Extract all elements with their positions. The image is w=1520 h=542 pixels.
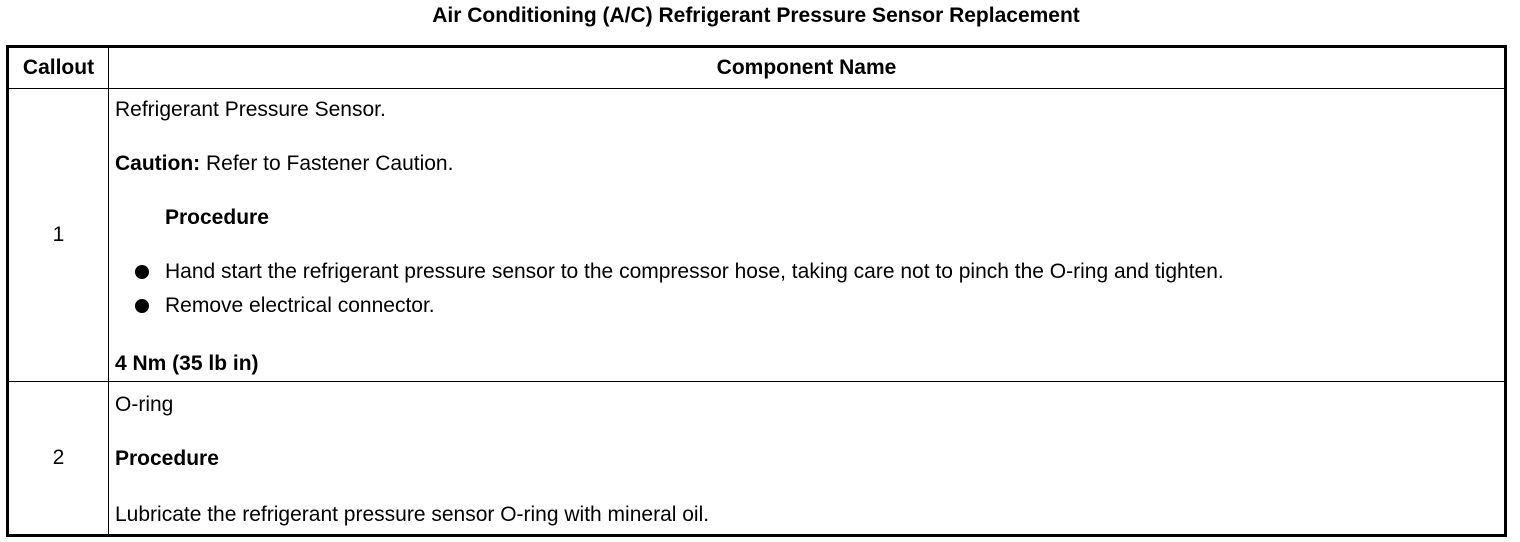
torque-spec: 4 Nm (35 lb in)	[115, 352, 259, 375]
procedure-heading: Procedure	[115, 447, 219, 470]
column-header-callout: Callout	[8, 47, 109, 89]
component-name: O-ring	[115, 393, 174, 416]
list-item	[115, 255, 1224, 289]
bullet-icon	[135, 299, 149, 313]
procedure-steps	[115, 255, 1224, 323]
procedure-heading: Procedure	[165, 206, 269, 229]
component-cell	[109, 382, 1506, 536]
callout-number: 1	[8, 89, 109, 382]
caution-text: Refer to Fastener Caution.	[200, 152, 454, 175]
step-text: Hand start the refrigerant pressure sensor to the compressor hose, taking care not to pinch the O-ring and tighten.	[165, 260, 1224, 283]
page-title: Air Conditioning (A/C) Refrigerant Pressure Sensor Replacement	[432, 4, 1080, 27]
caution-label: Caution:	[115, 152, 201, 175]
procedure-instruction: Lubricate the refrigerant pressure sensor O-ring with mineral oil.	[115, 503, 710, 526]
table-row	[8, 89, 1506, 382]
table-header-row	[8, 47, 1506, 89]
callout-number: 2	[8, 382, 109, 536]
list-item	[115, 289, 1224, 323]
column-header-component-name: Component Name	[109, 47, 1506, 89]
component-cell	[109, 89, 1506, 382]
step-text: Remove electrical connector.	[165, 294, 435, 317]
component-name: Refrigerant Pressure Sensor.	[115, 98, 386, 121]
bullet-icon	[135, 265, 149, 279]
caution-note	[115, 151, 453, 177]
table-row	[8, 382, 1506, 536]
component-table	[6, 45, 1507, 537]
